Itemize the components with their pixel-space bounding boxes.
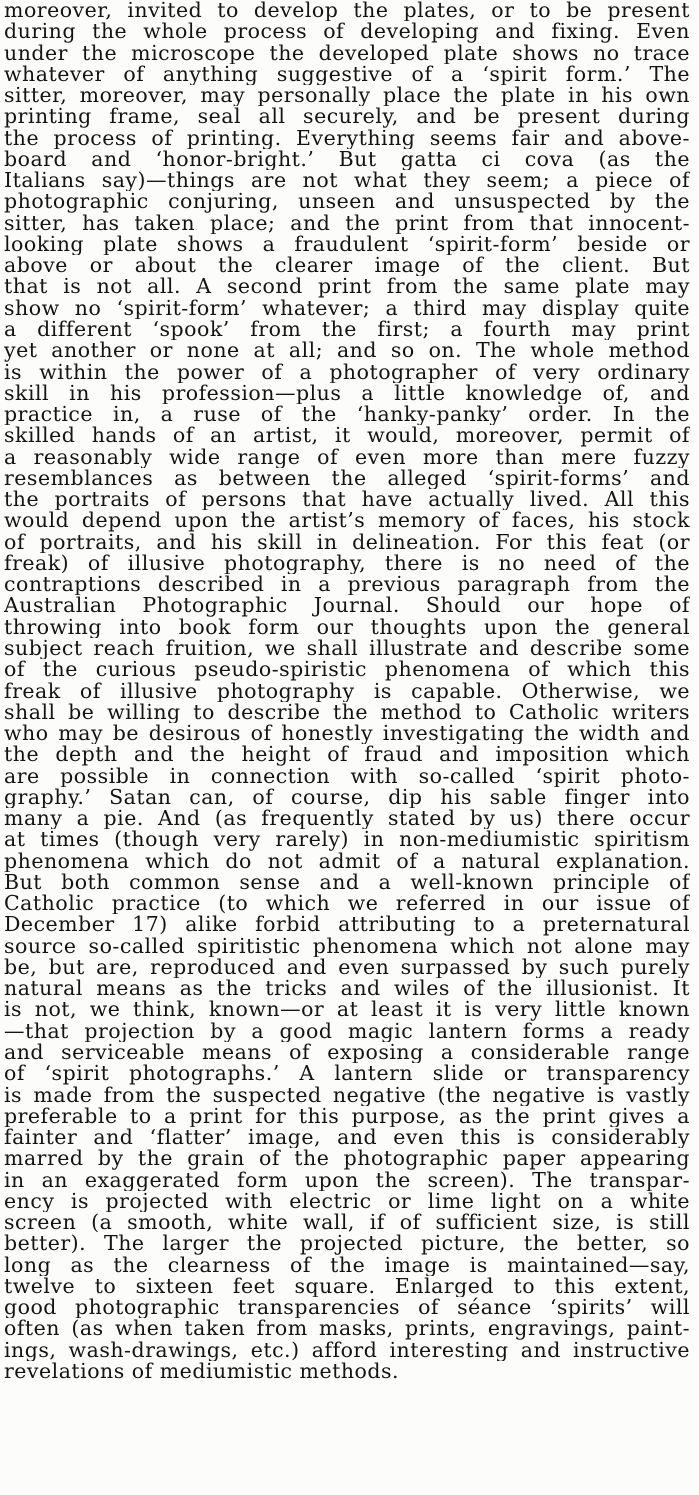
text-line: freak of illusive photography is capable. Otherwise, we [4, 680, 690, 702]
text-line: printing frame, seal all securely, and be present during [4, 106, 690, 128]
article-body [4, 0, 690, 1382]
text-line: yet another or none at all; and so on. The whole method [4, 340, 690, 362]
text-line: —that projection by a good magic lantern forms a ready [4, 1020, 690, 1043]
text-line: graphy.’ Satan can, of course, dip his sable finger into [4, 786, 690, 809]
text-line: is within the power of a photographer of very ordinary [4, 361, 690, 383]
text-line: ency is projected with electric or lime light on a white [4, 1190, 690, 1213]
text-line: good photographic transparencies of séance ‘spirits’ will [4, 1297, 690, 1319]
text-line: better). The larger the projected picture, the better, so [4, 1233, 690, 1255]
text-line: Italians say)—things are not what they seem; a piece of [4, 170, 690, 192]
text-line: revelations of mediumistic methods. [4, 1361, 400, 1383]
text-line: a reasonably wide range of even more than mere fuzzy [4, 446, 690, 468]
text-line: is made from the suspected negative (the negative is vastly [4, 1084, 690, 1106]
text-line: ings, wash-drawings, etc.) afford interesting and instructive [4, 1339, 690, 1361]
text-line: sitter, has taken place; and the print from that innocent- [4, 212, 690, 234]
text-line: resemblances as between the alleged ‘spirit-forms’ and [4, 467, 690, 490]
text-line: But both common sense and a well-known principle of [4, 871, 690, 894]
text-line: twelve to sixteen feet square. Enlarged to this extent, [4, 1275, 690, 1298]
text-line: in an exaggerated form upon the screen). The transpar- [4, 1169, 690, 1191]
text-line: screen (a smooth, white wall, if of sufficient size, is still [4, 1212, 690, 1234]
text-line: Australian Photographic Journal. Should our hope of [4, 595, 690, 617]
text-line: freak) of illusive photography, there is no need of the [4, 552, 690, 575]
text-line: are possible in connection with so-called ‘spirit photo- [4, 765, 690, 787]
text-line: who may be desirous of honestly investigating the width and [4, 723, 690, 745]
text-line: board and ‘honor-bright.’ But gatta ci cova (as the [4, 148, 690, 171]
text-line: and serviceable means of exposing a considerable range [4, 1042, 690, 1064]
text-line: the process of printing. Everything seems fair and above- [4, 127, 690, 149]
text-line: Catholic practice (to which we referred in our issue of [4, 893, 690, 915]
text-line: at times (though very rarely) in non-mediumistic spiritism [4, 829, 690, 851]
text-line: that is not all. A second print from the same plate may [4, 276, 690, 298]
text-line: photographic conjuring, unseen and unsuspected by the [4, 191, 690, 213]
text-line: practice in, a ruse of the ‘hanky-panky’ order. In the [4, 404, 690, 426]
text-line: preferable to a print for this purpose, as the print gives a [4, 1105, 690, 1128]
text-line: long as the clearness of the image is maintained—say, [4, 1254, 690, 1276]
text-line: moreover, invited to develop the plates, or to be present [4, 0, 690, 22]
text-line: source so-called spiritistic phenomena which not alone may [4, 935, 690, 957]
text-line: fainter and ‘flatter’ image, and even this is considerably [4, 1127, 690, 1149]
text-line: during the whole process of developing and fixing. Even [4, 21, 690, 43]
text-line: often (as when taken from masks, prints, engravings, paint- [4, 1318, 690, 1340]
text-line: would depend upon the artist’s memory of faces, his stock [4, 510, 690, 532]
text-line: be, but are, reproduced and even surpassed by such purely [4, 956, 690, 979]
text-line: sitter, moreover, may personally place the plate in his own [4, 85, 690, 107]
text-line: under the microscope the developed plate shows no trace [4, 42, 690, 64]
text-line: skilled hands of an artist, it would, moreover, permit of [4, 425, 690, 447]
text-line: skill in his profession—plus a little knowledge of, and [4, 382, 690, 405]
text-line: is not, we think, known—or at least it is very little known [4, 999, 690, 1021]
text-line: of ‘spirit photographs.’ A lantern slide or transparency [4, 1063, 690, 1085]
text-line: above or about the clearer image of the client. But [4, 255, 690, 277]
text-line: phenomena which do not admit of a natural explanation. [4, 850, 690, 872]
text-line: a different ‘spook’ from the first; a fourth may print [4, 318, 690, 341]
text-line: looking plate shows a fraudulent ‘spirit-form’ beside or [4, 233, 690, 256]
text-line: the portraits of persons that have actually lived. All this [4, 489, 690, 511]
text-line: December 17) alike forbid attributing to a preternatural [4, 914, 690, 936]
text-line: show no ‘spirit-form’ whatever; a third may display quite [4, 297, 690, 319]
text-line: subject reach fruition, we shall illustrate and describe some [4, 637, 690, 660]
text-line: shall be willing to describe the method to Catholic writers [4, 701, 690, 724]
text-line: whatever of anything suggestive of a ‘spirit form.’ The [4, 63, 690, 86]
text-line: many a pie. And (as frequently stated by us) there occur [4, 808, 690, 830]
text-line: the depth and the height of fraud and imposition which [4, 744, 690, 766]
text-line: of the curious pseudo-spiristic phenomena of which this [4, 659, 690, 681]
text-line: of portraits, and his skill in delineation. For this feat (or [4, 531, 690, 553]
text-line: contraptions described in a previous paragraph from the [4, 574, 690, 596]
text-line: natural means as the tricks and wiles of the illusionist. It [4, 978, 690, 1000]
text-line: marred by the grain of the photographic paper appearing [4, 1148, 690, 1170]
text-line: throwing into book form our thoughts upon the general [4, 616, 690, 638]
